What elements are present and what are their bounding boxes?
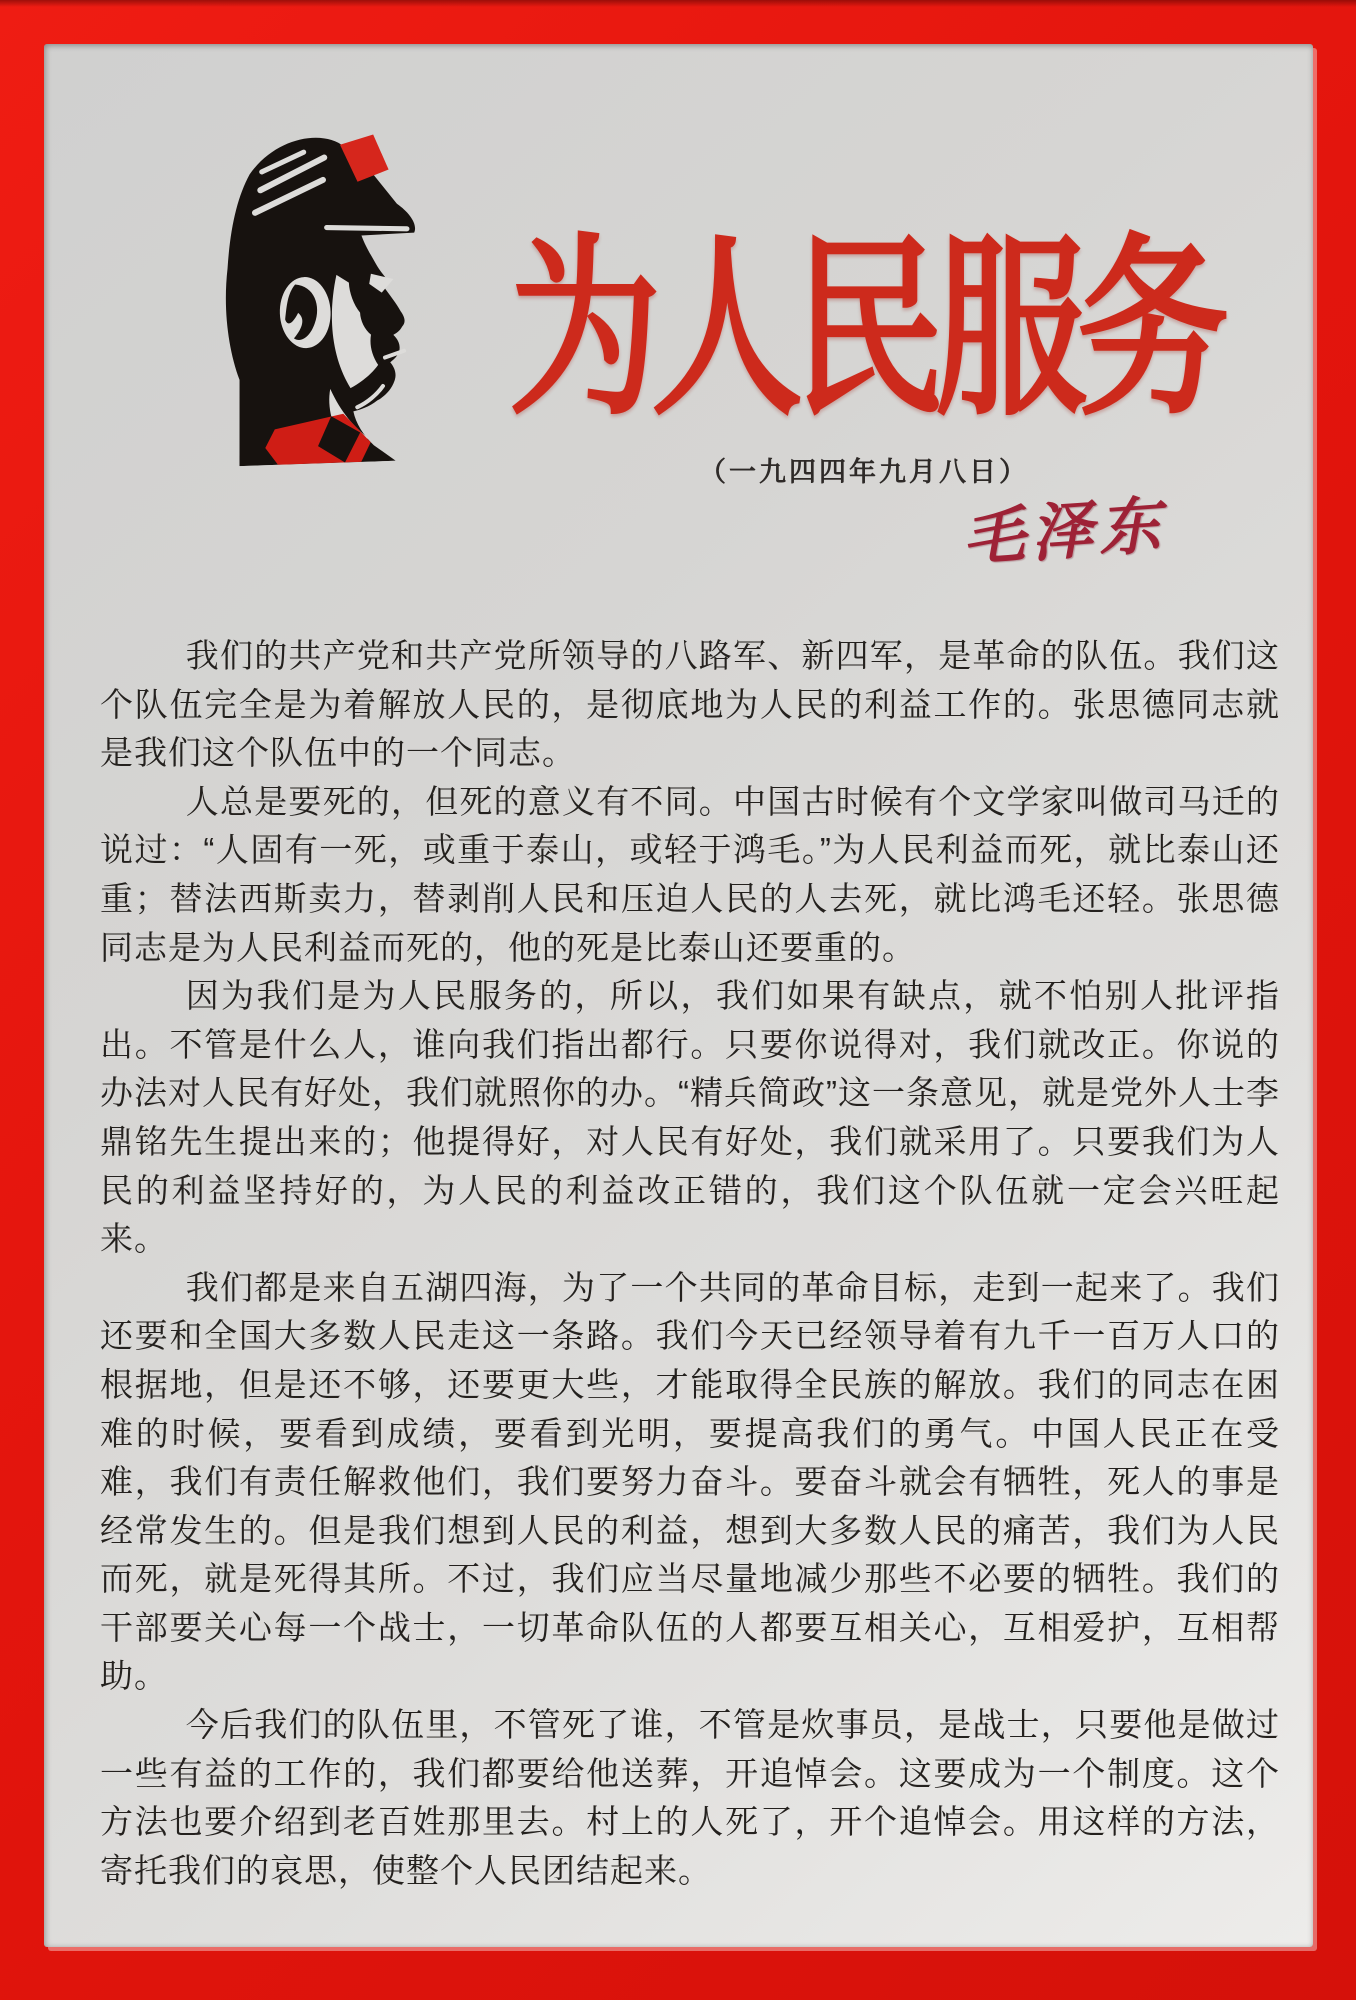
- mao-signature: 毛泽东: [960, 490, 1169, 575]
- speech-paragraph-1: 我们的共产党和共产党所领导的八路军、新四军，是革命的队伍。我们这个队伍完全是为着解放人民的，是彻底地为人民的利益工作的。张思德同志就是我们这个队伍中的一个同志。: [100, 637, 1280, 772]
- speech-paragraph-4: 我们都是来自五湖四海，为了一个共同的革命目标，走到一起来了。我们还要和全国大多数人民走这一条路。我们今天已经领导着有九千一百万人口的根据地，但是还不够，还要更大些，才能取得全民族的解放。我们的同志在困难的时候，要看到成绩，要看到光明，要提高我们的勇气。中国人民正在受难，我们有责任解救他们，我们要努力奋斗。要奋斗就会有牺牲，死人的事是经常发生的。但是我们想到人民的利益，想到大多数人民的痛苦，我们为人民而死，就是死得其所。不过，我们应当尽量地减少那些不必要的牺牲。我们的干部要关心每一个战士，一切革命队伍的人都要互相关心，互相爱护，互相帮助。: [100, 1268, 1280, 1695]
- speech-paragraph-2: 人总是要死的，但死的意义有不同。中国古时候有个文学家叫做司马迁的说过：“人固有一死，或重于泰山，或轻于鸿毛。”为人民利益而死，就比泰山还重；替法西斯卖力，替剥削人民和压迫人民的人去死，就比鸿毛还轻。张思德同志是为人民利益而死的，他的死是比泰山还要重的。: [100, 782, 1280, 966]
- speech-paragraph-5: 今后我们的队伍里，不管死了谁，不管是炊事员，是战士，只要他是做过一些有益的工作的，我们都要给他送葬，开追悼会。这要成为一个制度。这个方法也要介绍到老百姓那里去。村上的人死了，开个追悼会。用这样的方法，寄托我们的哀思，使整个人民团结起来。: [100, 1706, 1280, 1889]
- poster-paper: [44, 44, 1313, 1947]
- speech-text: [100, 632, 1280, 1895]
- speech-paragraph-3: 因为我们是为人民服务的，所以，我们如果有缺点，就不怕别人批评指出。不管是什么人，谁向我们指出都行。只要你说得对，我们就改正。你说的办法对人民有好处，我们就照你的办。“精兵简政”这一条意见，就是党外人士李鼎铭先生提出来的；他提得好，对人民有好处，我们就采用了。只要我们为人民的利益坚持好的，为人民的利益改正错的，我们这个队伍就一定会兴旺起来。: [100, 977, 1280, 1258]
- poster-title: 为人民服务: [509, 221, 1219, 439]
- portrait-silhouette: [220, 133, 423, 466]
- date-line: （一九四四年九月八日）: [699, 457, 1029, 487]
- mao-portrait-image: [168, 120, 430, 469]
- frame-top-shadow: [0, 0, 1356, 7]
